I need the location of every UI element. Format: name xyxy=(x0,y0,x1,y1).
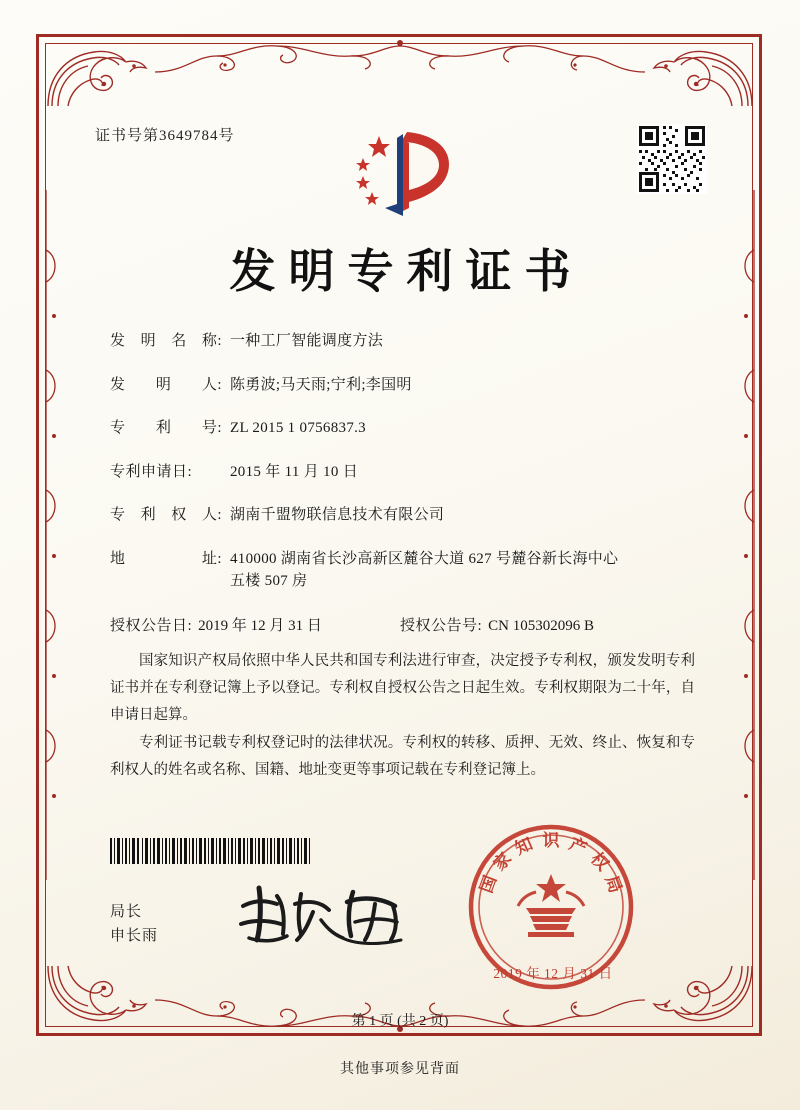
barcode-icon xyxy=(110,838,310,864)
svg-text:国: 国 xyxy=(476,873,502,896)
address-line-1: 410000 湖南省长沙高新区麓谷大道 627 号麓谷新长海中心 xyxy=(230,550,619,567)
certificate-number: 证书号第3649784号 xyxy=(95,128,235,144)
svg-text:局: 局 xyxy=(600,873,626,896)
field-invention-name xyxy=(110,330,700,353)
grant-date-label: 授权公告日: xyxy=(110,617,193,634)
svg-text:家: 家 xyxy=(489,848,516,876)
cnipa-logo-icon xyxy=(345,120,465,220)
grant-date-value: 2019 年 12 月 31 日 xyxy=(198,617,322,634)
svg-text:产: 产 xyxy=(566,834,590,860)
field-label: 专利申请日: xyxy=(110,463,193,480)
field-address xyxy=(110,548,700,593)
field-label: 发 明 人: xyxy=(110,376,222,393)
top-edge-ornament-icon xyxy=(155,38,645,80)
handwritten-signature-icon xyxy=(235,880,415,950)
field-patentee xyxy=(110,504,700,527)
field-value: 湖南千盟物联信息技术有限公司 xyxy=(230,507,445,523)
field-application-date xyxy=(110,461,700,484)
grant-number-value: CN 105302096 B xyxy=(488,617,594,634)
field-label: 专 利 号: xyxy=(110,420,222,436)
svg-text:权: 权 xyxy=(586,848,613,876)
field-value: 一种工厂智能调度方法 xyxy=(230,333,384,349)
field-value: 2015 年 11 月 10 日 xyxy=(230,463,358,480)
grant-info-row xyxy=(110,614,700,635)
page-number: 第 1 页 (共 2 页) xyxy=(351,1014,449,1029)
field-value: 陈勇波;马天雨;宁利;李国明 xyxy=(230,376,412,393)
paragraph: 国家知识产权局依照中华人民共和国专利法进行审查，决定授予专利权，颁发发明专利证书并在专利登记簿上予以登记。专利权自授权公告之日起生效。专利权期限为二十年，自申请日起算。 xyxy=(110,653,695,723)
page-title: 发明专利证书 xyxy=(229,244,584,298)
field-label: 地 址: xyxy=(110,550,222,567)
field-label: 发 明 名 称: xyxy=(110,333,222,349)
paragraph: 专利证书记载专利权登记时的法律状况。专利权的转移、质押、无效、终止、恢复和专利权人的姓名或名称、国籍、地址变更等事项记载在专利登记簿上。 xyxy=(110,735,695,779)
qr-code-icon xyxy=(637,124,707,194)
grant-number-label: 授权公告号: xyxy=(399,617,483,634)
field-patent-number xyxy=(110,417,700,440)
seal-date: 2019 年 12 月 31 日 xyxy=(493,966,613,981)
svg-text:识: 识 xyxy=(542,831,560,851)
svg-text:知: 知 xyxy=(512,834,536,860)
field-value: ZL 2015 1 0756837.3 xyxy=(230,420,366,436)
footer-note: 其他事项参见背面 xyxy=(340,1062,460,1077)
director-title: 局长 xyxy=(110,904,143,920)
field-value xyxy=(230,548,700,593)
director-block xyxy=(110,900,158,948)
certificate-fields xyxy=(110,330,700,635)
field-label: 专 利 权 人: xyxy=(110,507,222,523)
director-name: 申长雨 xyxy=(110,928,159,944)
field-inventors xyxy=(110,374,700,397)
legal-text xyxy=(110,648,695,786)
address-line-2: 五楼 507 房 xyxy=(230,573,308,589)
